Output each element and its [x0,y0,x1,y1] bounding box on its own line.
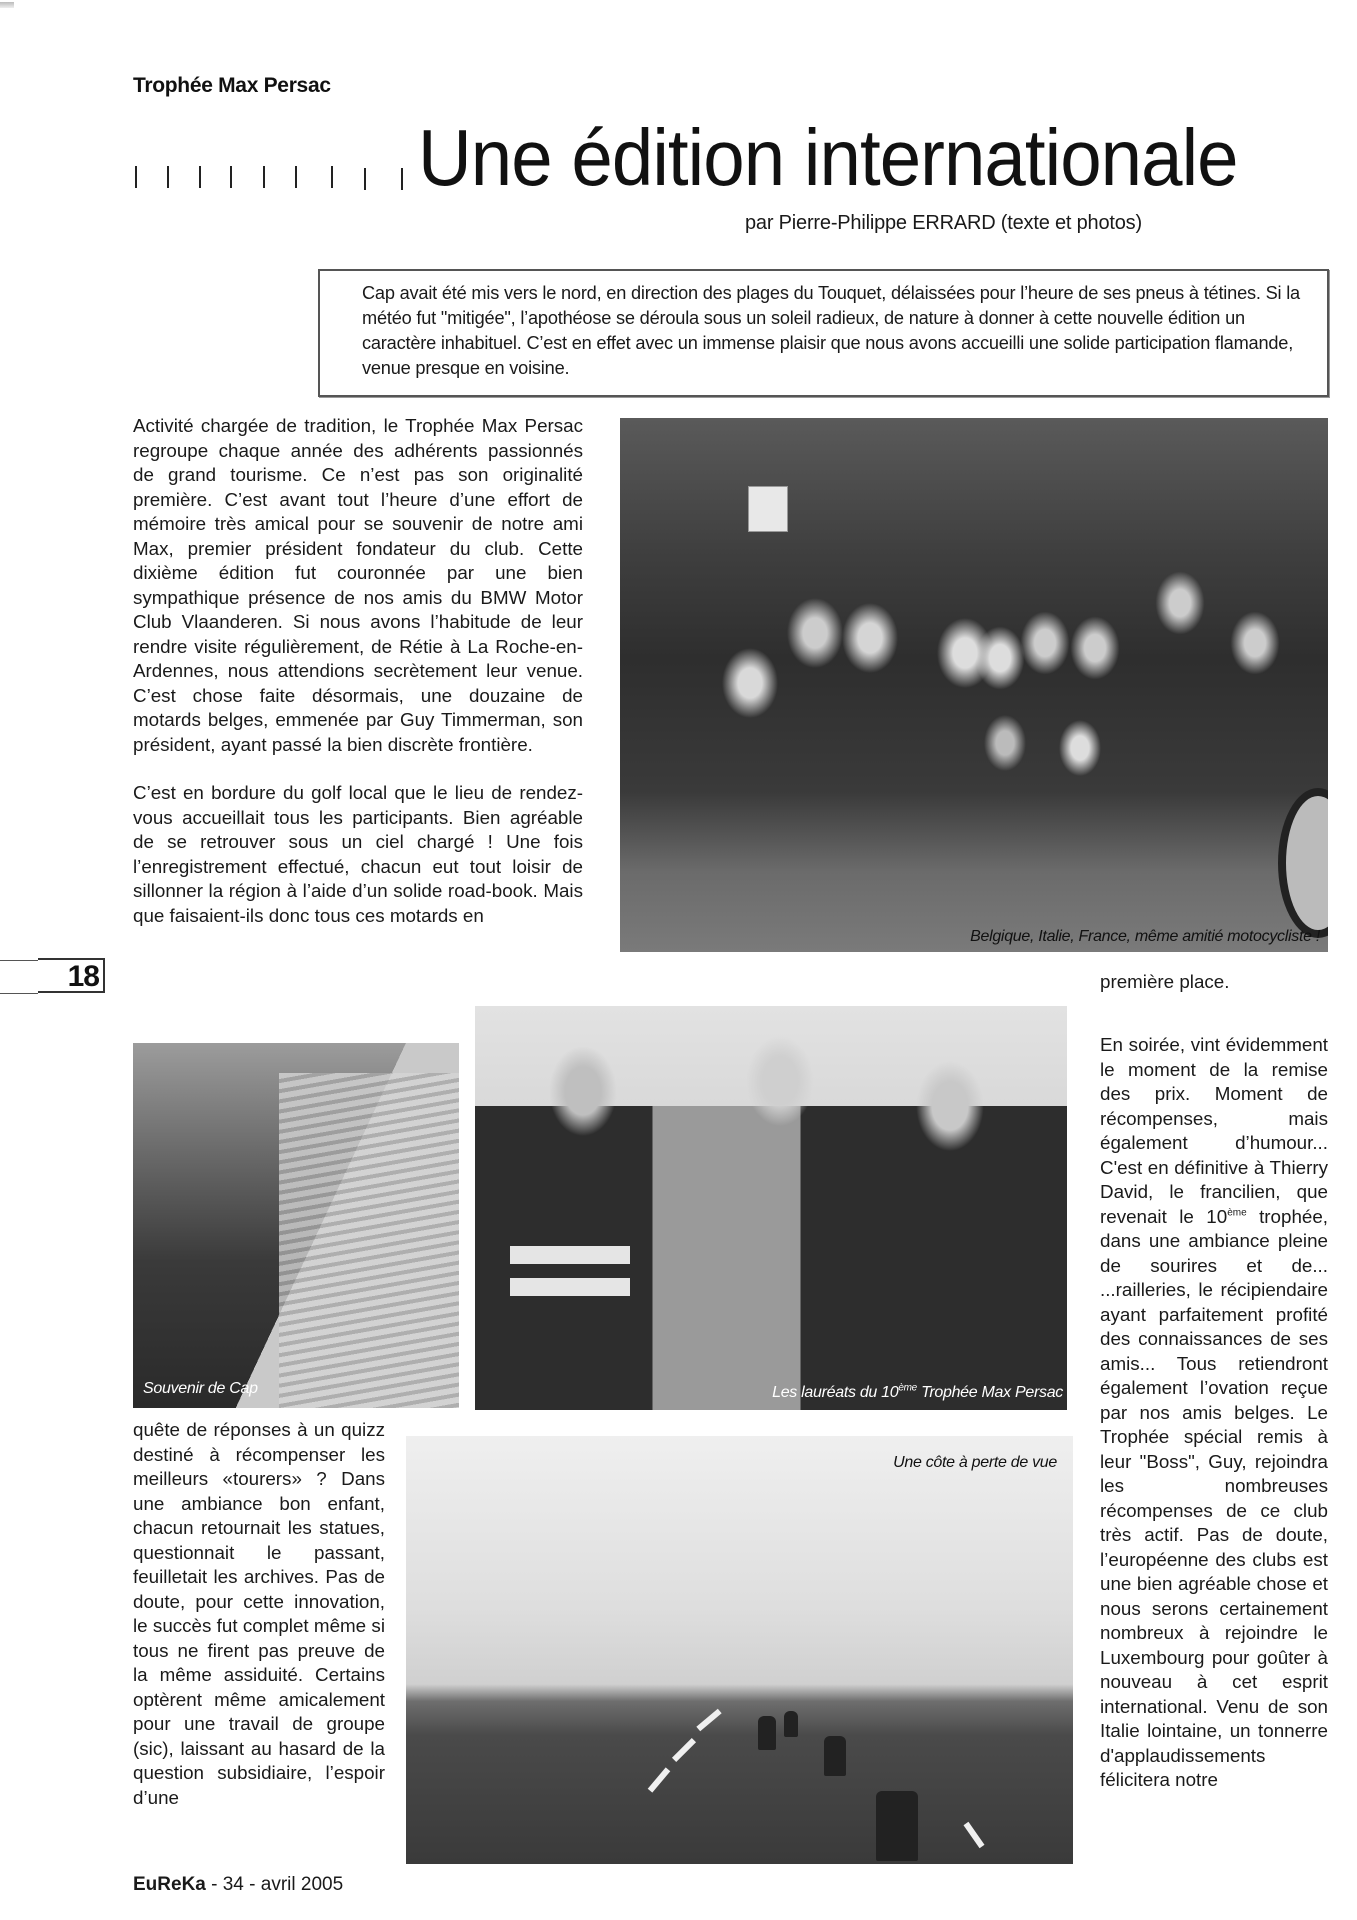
tick-mark [401,168,403,190]
tick-mark [230,166,232,188]
page-number-tab [38,958,105,993]
article-byline: par Pierre-Philippe ERRARD (texte et photos) [745,212,1142,234]
lane-marking [648,1767,671,1792]
tick-mark [263,166,265,188]
body-paragraph: quête de réponses à un quizz destiné à récompenser les meilleurs «tourers» ? Dans une ambiance bon enfant, chacun retournait les statues, questionnait le passant, feuilletait les archives. Pas de doute, pour cette innovation, le succès fut complet même si tous ne firent pas preuve de la même assiduité. Certains optèrent même amicalement pour une travail de groupe (sic), laissant au hasard de la question subsidiaire, l’espoir d’une [133,1419,385,1808]
intro-box [318,269,1329,397]
sea-waves [279,1073,459,1408]
lane-marking [672,1738,696,1762]
tick-mark [167,166,169,188]
photo-caption: Une côte à perte de vue [893,1454,1057,1471]
issue-info: - 34 - avril 2005 [205,1874,344,1895]
body-continuation-line [1100,970,1328,995]
tick-mark [135,166,137,188]
tick-mark [199,166,201,188]
photo-caption: Belgique, Italie, France, même amitié motocycliste ! [970,928,1320,945]
photo-caption: Les lauréats du 10ème Trophée Max Persac [772,1382,1063,1401]
jacket-stripe [510,1278,630,1296]
body-paragraph: Activité chargée de tradition, le Trophée Max Persac regroupe chaque année des adhérents passionnés de grand tourisme. Ce n’est pas son originalité première. C’est avant tout l’heure d’une effort de mémoire très amical pour se souvenir de notre ami Max, premier président fondateur du club. Cette dixième édition fut couronnée par une bien sympathique présence de nos amis du BMW Motor Club Vlaanderen. Si nous avons l’habitude de leur rendre visite régulièrement, de Rétie à La Roche-en-Ardennes, nous attendions secrètement leur venue. C’est chose faite désormais, une douzaine de motards belges, emmenée par Guy Timmerman, son président, ayant passé la bien discrète frontière. [133,415,583,755]
road-photo [406,1436,1073,1864]
motorcycle [784,1711,798,1737]
motorcycle-wheel [1278,788,1328,938]
lane-marking [964,1822,985,1848]
page-tab-rule [0,993,38,994]
cliff-photo [133,1043,459,1408]
hotel-sign [748,486,788,532]
motorcycle [824,1736,846,1776]
photo-caption: Souvenir de Cap [143,1380,258,1397]
intro-text: Cap avait été mis vers le nord, en direction des plages du Touquet, délaissées pour l’heure de ses pneus à tétines. Si la météo fut "mitigée", l’apothéose se déroula sous un soleil radieux, de nature à donner à cette nouvelle édition un caractère inhabituel. C’est en effet avec un immense plaisir que nous avons accueilli une solide participation flamande, venue presque en voisine. [362,283,1300,378]
tick-mark [295,166,297,188]
body-paragraph: En soirée, vint évidemment le moment de la remise des prix. Moment de récompenses, mais également d’humour... C'est en définitive à Thierry David, le francilien, que revenait le 10ème trophée, dans une ambiance pleine de sourires et de... ...railleries, le récipiendaire ayant parfaitement profité des connaissances de ses amis... Tous retiendront également l’ovation reçue par nos amis belges. Le Trophée spécial remis à leur "Boss", Guy, rejoindra les nombreuses récompenses de ce club très actif. Pas de doute, l’européenne des clubs est une bien agréable chose et nous serons certainement nombreux à rejoindre le Luxembourg pour goûter à nouveau à cet esprit international. Venu de son Italie lointaine, un tonnerre d'applaudissements félicitera notre [1100,1034,1329,1790]
lane-marking [696,1709,721,1732]
tick-mark [331,166,333,188]
body-paragraph: C’est en bordure du golf local que le lieu de rendez-vous accueillait tous les participants. Bien agréable de se retrouver sous un ciel chargé ! Une fois l’enregistrement effectué, chacun eut tout loisir de sillonner la région à l’aide d’un solide road-book. Mais que faisaient-ils donc tous ces motards en [133,782,583,926]
page-footer [133,1874,343,1896]
body-paragraph-end: première place. [1100,971,1230,992]
body-column-left-bottom [133,1418,385,1810]
jacket-stripe [510,1246,630,1264]
body-column-right [1100,1033,1328,1793]
page-number: 18 [67,960,99,993]
article-title: Une édition internationale [418,113,1238,202]
tick-mark [364,168,366,190]
body-column-left [133,414,583,928]
laureates-photo [475,1006,1067,1410]
scan-artifact [0,2,14,8]
motorcycle [876,1791,918,1861]
page-tab-rule [0,960,38,961]
group-photo [620,418,1328,952]
motorcycle [758,1716,776,1750]
section-kicker: Trophée Max Persac [133,74,331,97]
magazine-name: EuReKa [133,1874,206,1895]
decorative-tick-marks [133,166,413,190]
